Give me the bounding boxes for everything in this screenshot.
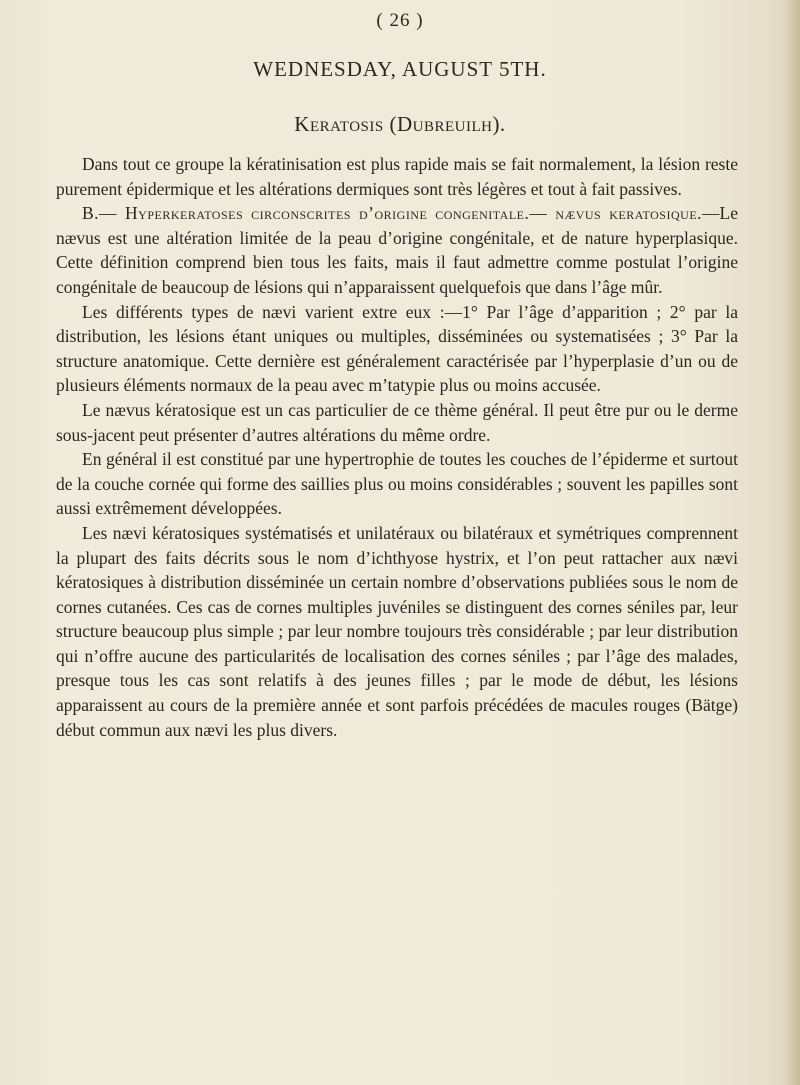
paragraph [56,201,738,299]
page-number: ( 26 ) [376,10,424,31]
paragraph: Le nævus kératosique est un cas particulier de ce thème général. Il peut être pur ou le derme sous-jacent peut présenter d’autres altérations du même ordre. [56,399,738,445]
body-text [56,152,738,742]
subsection-lead: B.— Hyperkeratoses circonscrites d’origine congenitale.— nævus keratosique. [82,203,703,224]
paragraph: Dans tout ce groupe la kératinisation est plus rapide mais se fait normalement, la lésion reste purement épidermique et les altérations dermiques sont très légères et tout à fait passives. [56,154,738,199]
paragraph: En général il est constitué par une hypertrophie de toutes les couches de l’épiderme et surtout de la couche cornée qui forme des saillies plus ou moins considérables ; souvent les papilles sont aussi extrêmement développées. [56,449,738,519]
page-edge-shadow [786,0,800,1085]
paragraph: Les différents types de nævi varient extre eux :—1° Par l’âge d’apparition ; 2° par la distribution, les lésions étant uniques ou multiples, disséminées ou systematisées ; 3° Par la structure anatomique. Cette dernière est généralement caractérisée par l’hyperplasie d’un ou de plusieurs éléments normaux de la peau avec m’tatypie plus ou moins accusée. [56,301,738,396]
date-heading: WEDNESDAY, AUGUST 5TH. [253,57,547,81]
paragraph-text: —Le nævus est une altération limitée de la peau d’origine congénitale, et de nature hyperplasique. Cette définition comprend bien tous les faits, mais il faut admettre comme postulat l’origine congénitale de beaucoup de lésions qui n’apparaissent quelquefois que dans l’âge mûr. [56,203,738,297]
paragraph: Les nævi kératosiques systématisés et unilatéraux ou bilatéraux et symétriques comprennent la plupart des faits décrits sous le nom d’ichthyose hystrix, et l’on peut rattacher aux nævi kératosiques à distribution disséminée un certain nombre d’observations publiées sous le nom de cornes cutanées. Ces cas de cornes multiples juvéniles se distinguent des cornes séniles par, leur structure beaucoup plus simple ; par leur nombre toujours très considérable ; par leur distribution qui n’offre aucune des particularités de localisation des cornes séniles ; par l’âge des malades, presque tous les cas sont relatifs à des jeunes filles ; par le mode de début, les lésions apparaissent au cours de la première année et sont parfois précédées de macules rouges (Bätge) début commun aux nævi les plus divers. [56,522,738,740]
section-title: Keratosis (Dubreuilh). [294,112,506,136]
